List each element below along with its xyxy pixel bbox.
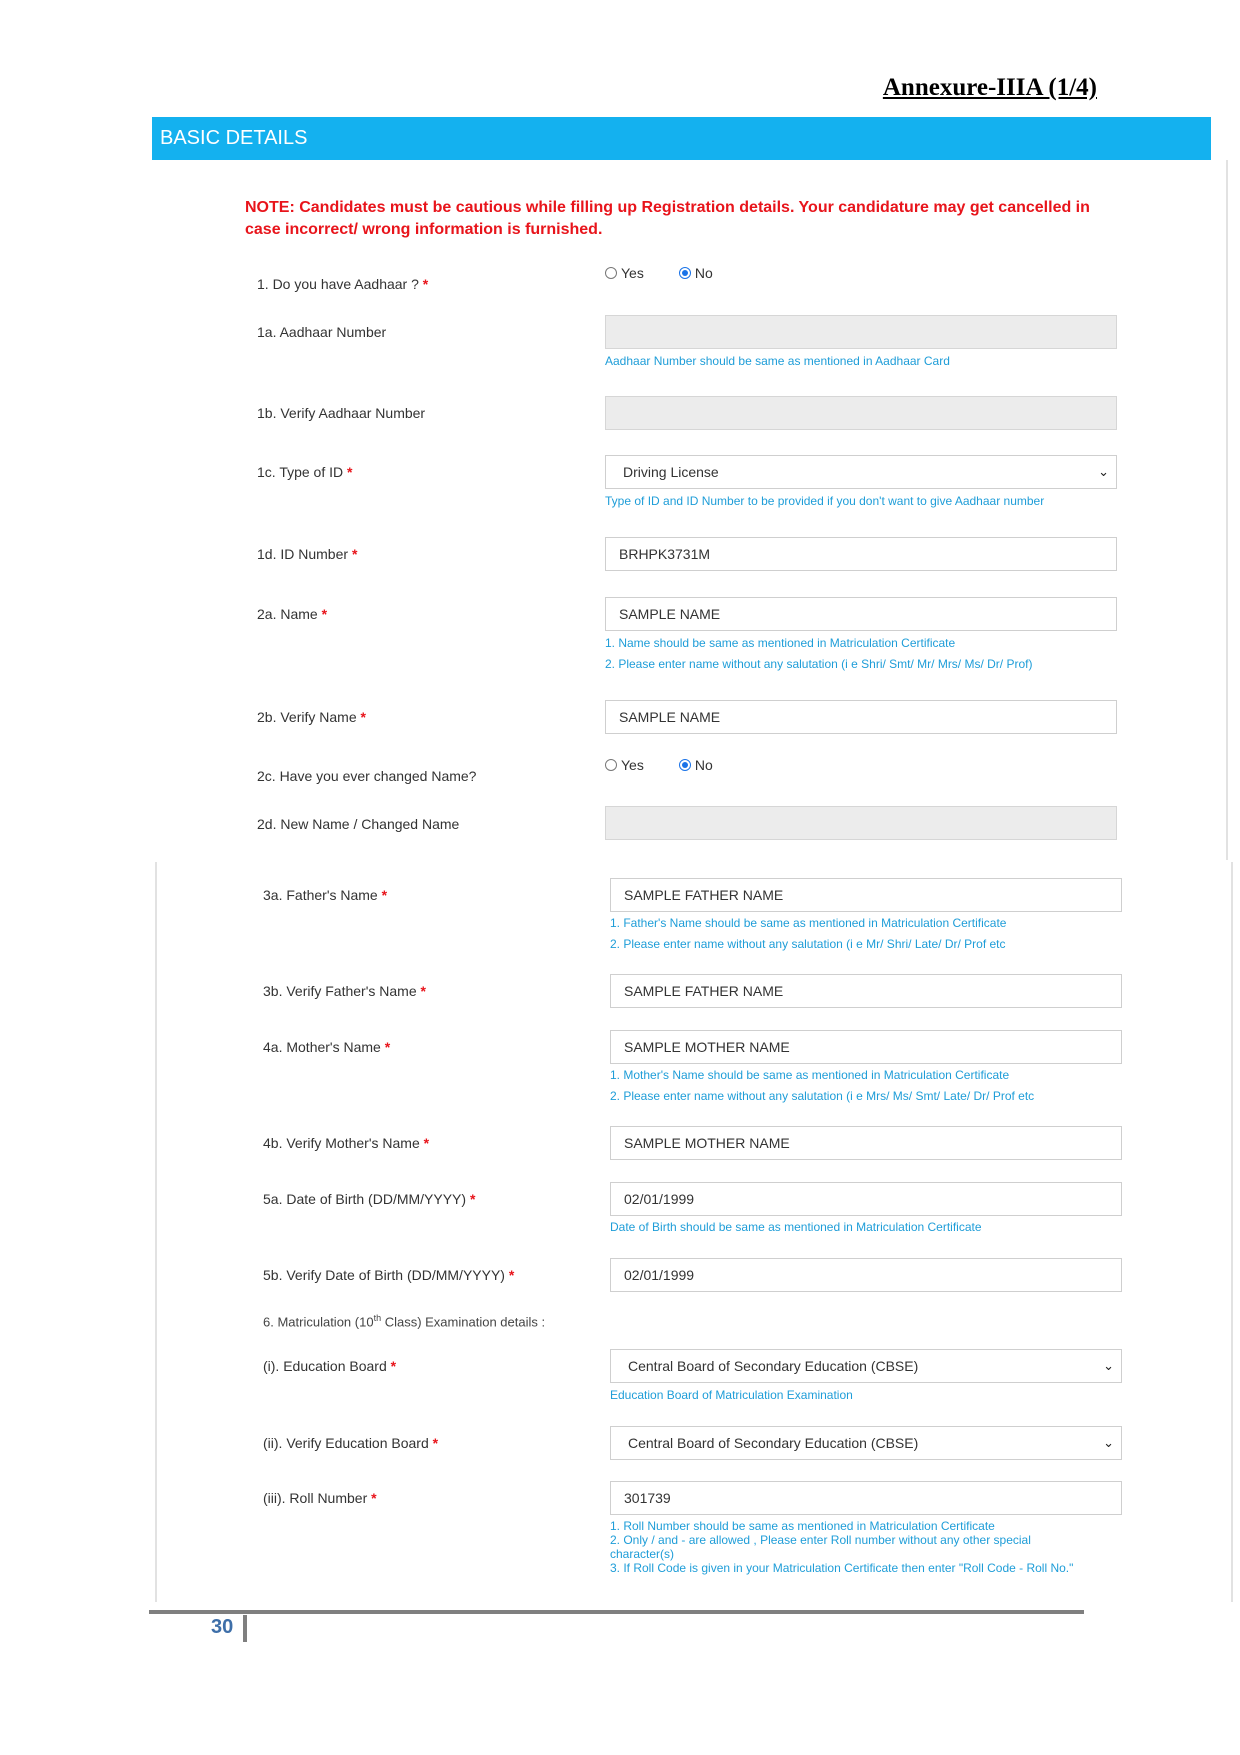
mother-name-input[interactable]: SAMPLE MOTHER NAME [610, 1030, 1122, 1064]
father-name-hint: 1. Father's Name should be same as mentioned in Matriculation Certificate 2. Please enter name without any salutation (i e Mr/ Shri/ Late/ Dr/ Prof etc [610, 916, 1007, 951]
changed-name-radio-group [605, 757, 748, 773]
education-board-select[interactable]: Central Board of Secondary Education (CBSE) ⌄ [610, 1349, 1122, 1383]
changed-name-no-radio[interactable]: No [679, 757, 713, 773]
verify-aadhaar-label: 1b. Verify Aadhaar Number [257, 405, 426, 421]
changed-name-yes-radio[interactable]: Yes [605, 757, 644, 773]
chevron-down-icon: ⌄ [1103, 1435, 1114, 1450]
dob-hint: Date of Birth should be same as mentioned in Matriculation Certificate [610, 1220, 982, 1234]
name-input[interactable]: SAMPLE NAME [605, 597, 1117, 631]
page-number-divider [243, 1615, 247, 1642]
new-name-label: 2d. New Name / Changed Name [257, 816, 460, 832]
warning-note: NOTE: Candidates must be cautious while filling up Registration details. Your candidature may get cancelled in case incorrect/ wrong information is furnished. [245, 199, 1090, 238]
id-type-select[interactable]: Driving License ⌄ [605, 455, 1117, 489]
dob-label: 5a. Date of Birth (DD/MM/YYYY) * [263, 1191, 476, 1207]
matriculation-heading: 6. Matriculation (10th Class) Examination details : [263, 1313, 546, 1330]
father-name-input[interactable]: SAMPLE FATHER NAME [610, 878, 1122, 912]
footer-rule [149, 1610, 1084, 1614]
aadhaar-number-label: 1a. Aadhaar Number [257, 324, 387, 340]
education-board-hint: Education Board of Matriculation Examination [610, 1388, 853, 1402]
page-number: 30 [211, 1616, 234, 1638]
id-number-input[interactable]: BRHPK3731M [605, 537, 1117, 571]
chevron-down-icon: ⌄ [1103, 1358, 1114, 1373]
name-label: 2a. Name * [257, 606, 328, 622]
verify-name-label: 2b. Verify Name * [257, 709, 366, 725]
chevron-down-icon: ⌄ [1098, 464, 1109, 479]
roll-number-hint: 1. Roll Number should be same as mentioned in Matriculation Certificate 2. Only / and - are allowed , Please enter Roll number without any other special character(s) 3. If Roll Code is given in your Matriculation Certificate then enter "Roll Code - Roll No." [610, 1519, 1074, 1575]
verify-father-name-input[interactable]: SAMPLE FATHER NAME [610, 974, 1122, 1008]
mother-name-label: 4a. Mother's Name * [263, 1039, 391, 1055]
verify-aadhaar-input[interactable] [605, 396, 1117, 430]
aadhaar-number-input[interactable] [605, 315, 1117, 349]
aadhaar-number-hint: Aadhaar Number should be same as mentioned in Aadhaar Card [605, 354, 950, 368]
education-board-label: (i). Education Board * [263, 1358, 397, 1374]
aadhaar-yes-radio[interactable]: Yes [605, 265, 644, 281]
dob-input[interactable]: 02/01/1999 [610, 1182, 1122, 1216]
annexure-title: Annexure-IIIA (1/4) [882, 74, 1097, 101]
name-hint: 1. Name should be same as mentioned in Matriculation Certificate 2. Please enter name without any salutation (i e Shri/ Smt/ Mr/ Mrs/ Ms/ Dr/ Prof) [605, 636, 1033, 671]
frame-divider [1231, 862, 1233, 1602]
verify-father-name-label: 3b. Verify Father's Name * [263, 983, 426, 999]
section-header: BASIC DETAILS [152, 117, 1211, 160]
id-type-hint: Type of ID and ID Number to be provided if you don't want to give Aadhaar number [605, 494, 1045, 508]
verify-education-board-label: (ii). Verify Education Board * [263, 1435, 439, 1451]
verify-mother-name-input[interactable]: SAMPLE MOTHER NAME [610, 1126, 1122, 1160]
verify-dob-input[interactable]: 02/01/1999 [610, 1258, 1122, 1292]
frame-divider [155, 862, 157, 1602]
roll-number-input[interactable]: 301739 [610, 1481, 1122, 1515]
roll-number-label: (iii). Roll Number * [263, 1490, 377, 1506]
aadhaar-question-label: 1. Do you have Aadhaar ? * [257, 276, 429, 292]
verify-education-board-select[interactable]: Central Board of Secondary Education (CBSE) ⌄ [610, 1426, 1122, 1460]
verify-name-input[interactable]: SAMPLE NAME [605, 700, 1117, 734]
changed-name-question-label: 2c. Have you ever changed Name? [257, 768, 477, 784]
new-name-input[interactable] [605, 806, 1117, 840]
verify-mother-name-label: 4b. Verify Mother's Name * [263, 1135, 430, 1151]
id-type-label: 1c. Type of ID * [257, 464, 353, 480]
id-number-label: 1d. ID Number * [257, 546, 358, 562]
father-name-label: 3a. Father's Name * [263, 887, 388, 903]
frame-divider [1226, 160, 1228, 860]
aadhaar-radio-group [605, 265, 748, 281]
aadhaar-no-radio[interactable]: No [679, 265, 713, 281]
verify-dob-label: 5b. Verify Date of Birth (DD/MM/YYYY) * [263, 1267, 515, 1283]
mother-name-hint: 1. Mother's Name should be same as mentioned in Matriculation Certificate 2. Please enter name without any salutation (i e Mrs/ Ms/ Smt/ Late/ Dr/ Prof etc [610, 1068, 1035, 1103]
